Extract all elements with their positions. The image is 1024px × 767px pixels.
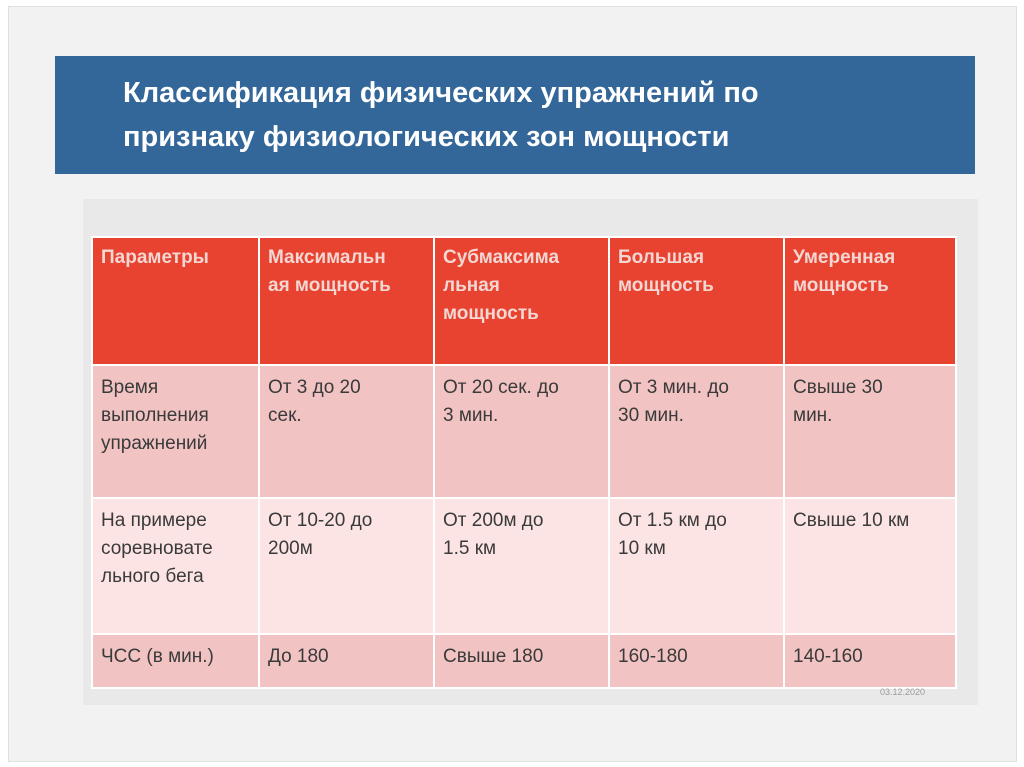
table-cell: От 200м до 1.5 км <box>434 498 609 634</box>
header-cell: Максимальн ая мощность <box>259 237 434 365</box>
table-cell: До 180 <box>259 634 434 688</box>
table-cell: Свыше 10 км <box>784 498 956 634</box>
table-cell: От 20 сек. до 3 мин. <box>434 365 609 498</box>
table-row <box>92 634 956 688</box>
table-cell: На примере соревновате льного бега <box>92 498 259 634</box>
table-cell: От 3 до 20 сек. <box>259 365 434 498</box>
header-cell: Большая мощность <box>609 237 784 365</box>
slide-title: Классификация физических упражнений по признаку физиологических зон мощности <box>123 77 759 153</box>
header-cell: Умеренная мощность <box>784 237 956 365</box>
table-cell: От 1.5 км до 10 км <box>609 498 784 634</box>
table-cell: Время выполнения упражнений <box>92 365 259 498</box>
table-cell: 160-180 <box>609 634 784 688</box>
table-cell: Свыше 180 <box>434 634 609 688</box>
power-zones-table <box>91 236 957 689</box>
table-header-row <box>92 237 956 365</box>
table-cell: ЧСС (в мин.) <box>92 634 259 688</box>
table-cell: 140-160 <box>784 634 956 688</box>
table-row <box>92 365 956 498</box>
date-stamp: 03.12.2020 <box>880 687 926 697</box>
table-cell: От 10-20 до 200м <box>259 498 434 634</box>
header-cell: Параметры <box>92 237 259 365</box>
table-cell: Свыше 30 мин. <box>784 365 956 498</box>
table-cell: От 3 мин. до 30 мин. <box>609 365 784 498</box>
header-cell: Субмаксима льная мощность <box>434 237 609 365</box>
table-row <box>92 498 956 634</box>
title-banner <box>55 56 975 174</box>
